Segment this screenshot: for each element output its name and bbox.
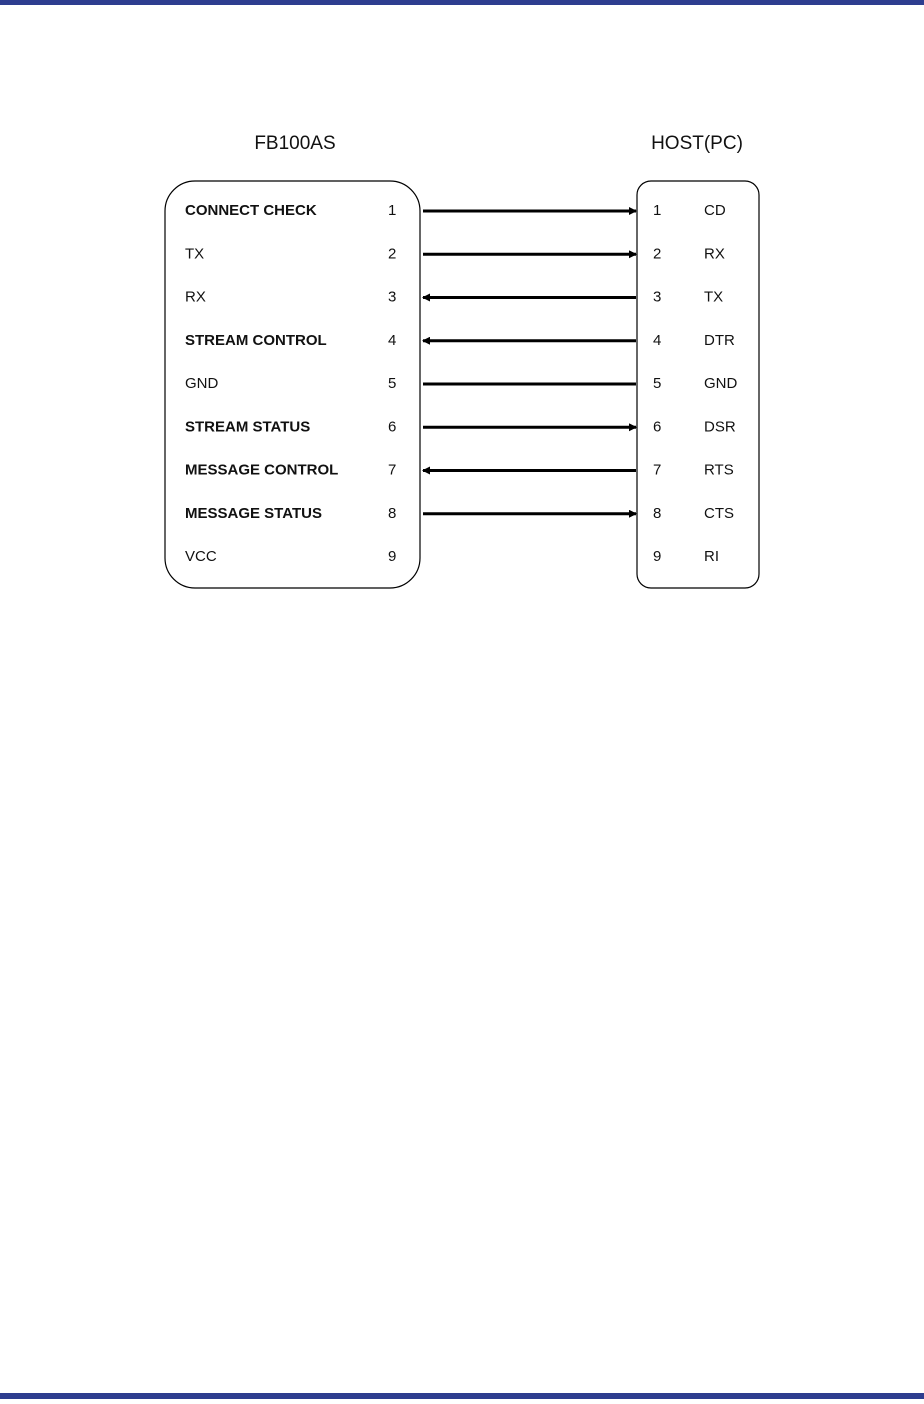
left-pin-label: STREAM STATUS <box>185 418 311 436</box>
right-pin-label: CD <box>704 202 726 219</box>
right-pin-number: 9 <box>653 548 662 565</box>
bottom-page-rule <box>0 1393 924 1399</box>
right-pin-number: 2 <box>653 245 662 263</box>
left-pin-label: VCC <box>185 548 217 565</box>
left-pin-number: 5 <box>388 375 397 392</box>
right-pin-number: 4 <box>653 331 662 349</box>
left-pin-label: CONNECT CHECK <box>185 202 317 219</box>
left-device-title: FB100AS <box>254 133 336 154</box>
right-device-title: HOST(PC) <box>651 133 743 154</box>
right-pin-label: RTS <box>704 461 734 479</box>
right-pin-label: GND <box>704 375 738 392</box>
right-pin-label: DTR <box>704 331 735 349</box>
left-pin-number: 1 <box>388 202 397 219</box>
right-pin-label: DSR <box>704 418 736 436</box>
left-pin-label: TX <box>185 245 205 263</box>
left-pin-number: 7 <box>388 461 397 479</box>
left-pin-number: 9 <box>388 548 397 565</box>
right-pin-number: 8 <box>653 504 662 522</box>
left-pin-number: 2 <box>388 245 397 263</box>
right-pin-label: CTS <box>704 504 734 522</box>
left-pin-label: MESSAGE STATUS <box>185 504 322 522</box>
right-pin-number: 3 <box>653 288 662 306</box>
right-pin-label: RI <box>704 548 719 565</box>
left-pin-label: MESSAGE CONTROL <box>185 461 339 479</box>
right-pin-number: 1 <box>653 202 662 219</box>
left-pin-number: 8 <box>388 504 397 522</box>
right-pin-number: 5 <box>653 375 662 392</box>
right-pin-label: TX <box>704 288 724 306</box>
left-pin-number: 6 <box>388 418 397 436</box>
right-pin-number: 7 <box>653 461 662 479</box>
left-pin-number: 3 <box>388 288 397 306</box>
right-pin-number: 6 <box>653 418 662 436</box>
left-pin-label: GND <box>185 375 219 392</box>
left-pin-label: STREAM CONTROL <box>185 331 327 349</box>
left-pin-labels <box>185 202 396 565</box>
left-pin-label: RX <box>185 288 206 306</box>
wire-connections <box>423 211 636 514</box>
right-pin-label: RX <box>704 245 725 263</box>
right-pin-labels <box>653 202 738 565</box>
left-pin-number: 4 <box>388 331 397 349</box>
